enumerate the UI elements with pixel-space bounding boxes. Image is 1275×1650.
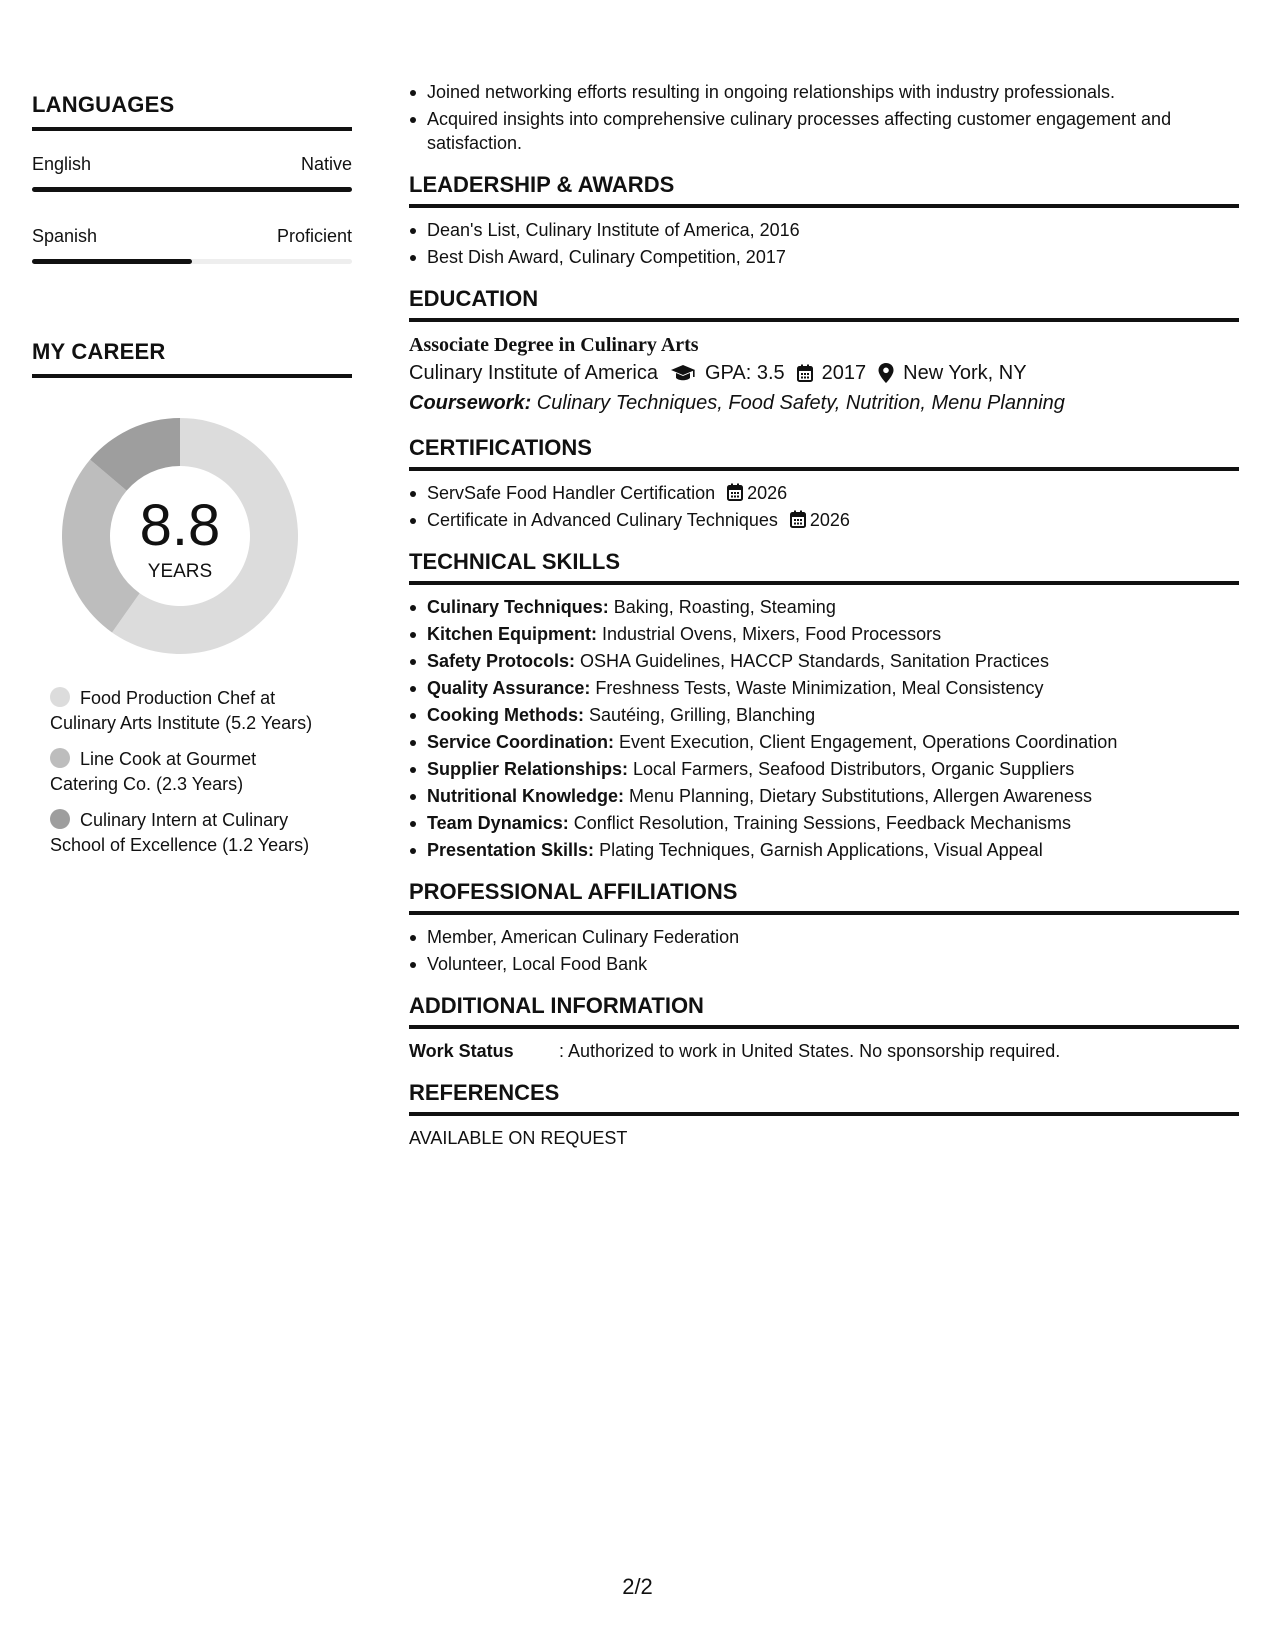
- list-item: Joined networking efforts resulting in ongoing relationships with industry professionals.: [409, 80, 1239, 104]
- certification-item: [409, 508, 1239, 532]
- skill-item: [409, 595, 1239, 619]
- certification-name: Certificate in Advanced Culinary Techniques: [427, 510, 778, 530]
- legend-label: Food Production Chef at Culinary Arts Institute (5.2 Years): [50, 688, 313, 733]
- skill-value: Local Farmers, Seafood Distributors, Organic Suppliers: [628, 759, 1075, 779]
- career-total-value: 8.8: [139, 493, 221, 558]
- languages-title: LANGUAGES: [32, 92, 175, 117]
- skill-value: Menu Planning, Dietary Substitutions, Allergen Awareness: [624, 786, 1092, 806]
- skill-item: [409, 811, 1239, 835]
- languages-section: [32, 92, 352, 264]
- language-level: Proficient: [276, 226, 352, 246]
- skill-value: Conflict Resolution, Training Sessions, Feedback Mechanisms: [568, 813, 1071, 833]
- career-legend-item: [50, 808, 325, 857]
- legend-dot: [50, 809, 70, 829]
- list-item: Member, American Culinary Federation: [409, 925, 1239, 949]
- info-row: [409, 1039, 1239, 1063]
- education-section: [409, 285, 1239, 418]
- section-divider: [409, 318, 1239, 322]
- career-donut-chart: [56, 412, 304, 660]
- section-divider: [32, 374, 352, 378]
- references-section: [409, 1079, 1239, 1150]
- education-school: Culinary Institute of America: [409, 362, 658, 384]
- skill-label: Team Dynamics:: [427, 813, 569, 833]
- certification-name: ServSafe Food Handler Certification: [427, 483, 716, 503]
- section-title: REFERENCES: [409, 1080, 560, 1105]
- skill-label: Nutritional Knowledge:: [427, 786, 624, 806]
- list-item: Acquired insights into comprehensive culinary processes affecting customer engagement and satisfaction.: [409, 107, 1239, 155]
- language-proficiency-fill: [32, 259, 192, 264]
- skill-value: Event Execution, Client Engagement, Operations Coordination: [614, 732, 1118, 752]
- skill-item: [409, 757, 1239, 781]
- list-item: Dean's List, Culinary Institute of America, 2016: [409, 218, 1239, 242]
- coursework-value: Culinary Techniques, Food Safety, Nutrition, Menu Planning: [531, 392, 1065, 414]
- career-legend-item: [50, 747, 325, 796]
- legend-label: Line Cook at Gourmet Catering Co. (2.3 Years): [50, 749, 257, 794]
- education-year: 2017: [821, 362, 867, 384]
- education-degree: Associate Degree in Culinary Arts: [409, 334, 699, 356]
- coursework-label: Coursework:: [409, 392, 532, 414]
- career-legend: [50, 686, 325, 857]
- legend-dot: [50, 687, 70, 707]
- leadership-section: [409, 171, 1239, 269]
- skill-label: Safety Protocols:: [427, 651, 576, 671]
- certification-item: [409, 481, 1239, 505]
- calendar-icon: [790, 510, 806, 528]
- section-divider: [32, 127, 352, 131]
- section-divider: [409, 581, 1239, 585]
- main-content: [409, 80, 1239, 1150]
- section-divider: [409, 204, 1239, 208]
- language-name: English: [32, 154, 92, 174]
- affiliations-section: [409, 878, 1239, 976]
- certifications-section: [409, 434, 1239, 532]
- skill-value: Plating Techniques, Garnish Applications, Visual Appeal: [594, 840, 1043, 860]
- section-title: CERTIFICATIONS: [409, 435, 592, 460]
- info-key: Work Status: [409, 1041, 514, 1061]
- skill-item: [409, 838, 1239, 862]
- map-pin-icon: [878, 363, 894, 383]
- skill-item: [409, 730, 1239, 754]
- language-item: [32, 154, 352, 175]
- section-title: ADDITIONAL INFORMATION: [409, 993, 704, 1018]
- career-title: MY CAREER: [32, 339, 166, 364]
- list-item: Volunteer, Local Food Bank: [409, 952, 1239, 976]
- skill-value: Freshness Tests, Waste Minimization, Meal Consistency: [590, 678, 1044, 698]
- section-divider: [409, 1025, 1239, 1029]
- info-value: : Authorized to work in United States. No sponsorship required.: [559, 1041, 1061, 1061]
- legend-dot: [50, 748, 70, 768]
- skill-value: OSHA Guidelines, HACCP Standards, Sanitation Practices: [575, 651, 1049, 671]
- graduation-cap-icon: [670, 364, 696, 382]
- section-title: LEADERSHIP & AWARDS: [409, 172, 675, 197]
- skill-label: Quality Assurance:: [427, 678, 591, 698]
- skill-item: [409, 622, 1239, 646]
- calendar-icon: [727, 483, 743, 501]
- section-title: TECHNICAL SKILLS: [409, 549, 621, 574]
- language-item: [32, 226, 352, 247]
- language-proficiency-bar: [32, 187, 352, 192]
- skill-item: [409, 649, 1239, 673]
- skill-item: [409, 784, 1239, 808]
- section-divider: [409, 467, 1239, 471]
- technical-skills-section: [409, 548, 1239, 862]
- skill-value: Sautéing, Grilling, Blanching: [583, 705, 816, 725]
- education-gpa: GPA: 3.5: [705, 362, 785, 384]
- intro-bullets: [409, 80, 1239, 155]
- language-name: Spanish: [32, 226, 98, 246]
- certification-year: 2026: [747, 483, 788, 503]
- sidebar: [32, 92, 352, 869]
- language-proficiency-bar: [32, 259, 352, 264]
- additional-info-section: [409, 992, 1239, 1063]
- skill-label: Presentation Skills:: [427, 840, 595, 860]
- career-total-unit: YEARS: [147, 561, 213, 582]
- skill-item: [409, 676, 1239, 700]
- career-section: [32, 339, 352, 857]
- education-coursework: [409, 388, 1239, 418]
- section-title: PROFESSIONAL AFFILIATIONS: [409, 879, 738, 904]
- page-number: 2/2: [622, 1574, 653, 1599]
- skill-label: Service Coordination:: [427, 732, 615, 752]
- education-location: New York, NY: [903, 362, 1027, 384]
- calendar-icon: [797, 364, 813, 382]
- language-level: Native: [300, 154, 352, 174]
- section-title: EDUCATION: [409, 286, 539, 311]
- legend-label: Culinary Intern at Culinary School of Excellence (1.2 Years): [50, 810, 310, 855]
- education-details: [409, 358, 1239, 388]
- skill-item: [409, 703, 1239, 727]
- references-text: AVAILABLE ON REQUEST: [409, 1128, 628, 1148]
- skill-label: Kitchen Equipment:: [427, 624, 597, 644]
- donut-center: [56, 412, 304, 660]
- language-proficiency-fill: [32, 187, 352, 192]
- skill-value: Industrial Ovens, Mixers, Food Processors: [597, 624, 942, 644]
- skill-label: Supplier Relationships:: [427, 759, 629, 779]
- certification-year: 2026: [809, 510, 850, 530]
- skill-label: Culinary Techniques:: [427, 597, 609, 617]
- list-item: Best Dish Award, Culinary Competition, 2017: [409, 245, 1239, 269]
- skill-label: Cooking Methods:: [427, 705, 584, 725]
- skill-value: Baking, Roasting, Steaming: [608, 597, 836, 617]
- section-divider: [409, 911, 1239, 915]
- career-legend-item: [50, 686, 325, 735]
- section-divider: [409, 1112, 1239, 1116]
